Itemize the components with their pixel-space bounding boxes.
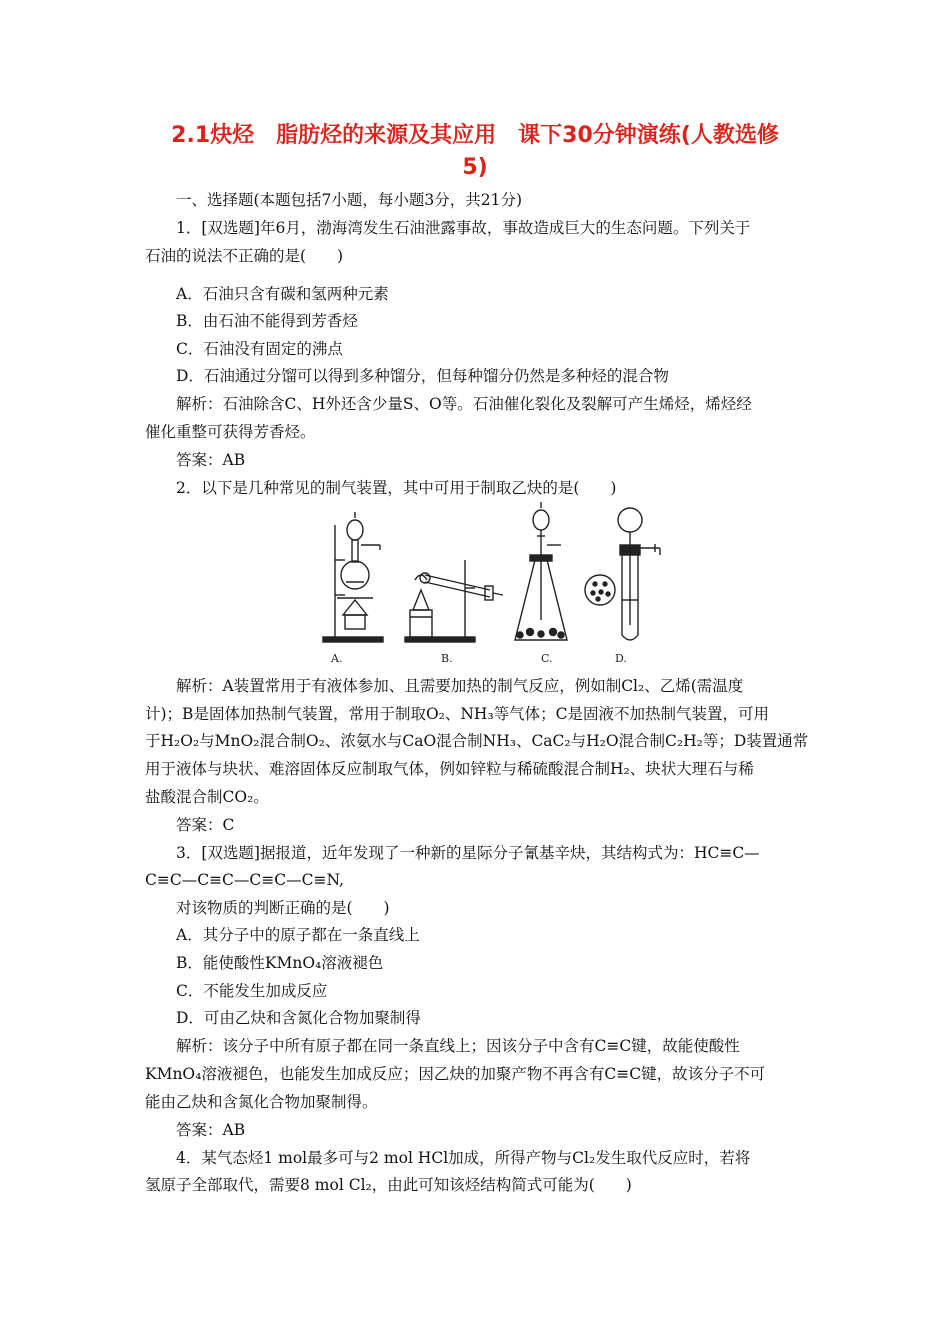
label-a: A. bbox=[331, 652, 343, 665]
apparatus-a-drawing bbox=[323, 512, 383, 642]
doc-title-line2: 5) bbox=[462, 155, 488, 180]
q3-stem-line1: 3．[双选题]据报道，近年发现了一种新的星际分子氰基辛炔，其结构式为：HC≡C— bbox=[176, 844, 760, 862]
q1-answer: 答案：AB bbox=[176, 451, 246, 469]
q3-option-d: D．可由乙炔和含氮化合物加聚制得 bbox=[176, 1009, 421, 1027]
q1-stem-line2: 石油的说法不正确的是( ) bbox=[145, 247, 344, 265]
q1-option-c: C．石油没有固定的沸点 bbox=[176, 340, 343, 358]
q2-analysis-line2: 计)；B是固体加热制气装置，常用于制取O₂、NH₃等气体；C是固液不加热制气装置，可用 bbox=[145, 705, 770, 723]
q3-analysis-line3: 能由乙炔和含氮化合物加聚制得。 bbox=[145, 1093, 378, 1111]
q2-analysis-line1: 解析：A装置常用于有液体参加、且需要加热的制气反应，例如制Cl₂、乙烯(需温度 bbox=[176, 677, 744, 695]
apparatus-figure bbox=[315, 500, 695, 670]
q3-analysis-line1: 解析：该分子中所有原子都在同一条直线上；因该分子中含有C≡C键，故能使酸性 bbox=[176, 1037, 740, 1055]
label-b: B. bbox=[441, 652, 453, 665]
apparatus-d-drawing bbox=[585, 508, 660, 640]
apparatus-c-drawing bbox=[515, 502, 567, 640]
q1-analysis-line1: 解析：石油除含C、H外还含少量S、O等。石油催化裂化及裂解可产生烯烃，烯烃经 bbox=[176, 395, 752, 413]
q2-analysis-line5: 盐酸混合制CO₂。 bbox=[145, 788, 269, 806]
q3-option-c: C．不能发生加成反应 bbox=[176, 982, 328, 1000]
section-heading: 一、选择题(本题包括7小题，每小题3分，共21分) bbox=[176, 191, 523, 209]
q4-stem-line1: 4．某气态烃1 mol最多可与2 mol HCl加成，所得产物与Cl₂发生取代反应时，若将 bbox=[176, 1149, 751, 1167]
label-d: D. bbox=[615, 652, 627, 665]
q1-option-b: B．由石油不能得到芳香烃 bbox=[176, 312, 358, 330]
doc-title-line1: 2.1炔烃 脂肪烃的来源及其应用 课下30分钟演练(人教选修 bbox=[171, 123, 779, 148]
q3-analysis-line2: KMnO₄溶液褪色，也能发生加成反应；因乙炔的加聚产物不再含有C≡C键，故该分子不可 bbox=[145, 1065, 766, 1083]
q4-stem-line2: 氢原子全部取代，需要8 mol Cl₂，由此可知该烃结构简式可能为( ) bbox=[145, 1176, 632, 1194]
q3-option-a: A．其分子中的原子都在一条直线上 bbox=[176, 926, 420, 944]
apparatus-b-drawing bbox=[405, 560, 503, 642]
q3-stem-line2: C≡C—C≡C—C≡C—C≡N, bbox=[145, 871, 344, 889]
q2-analysis-line4: 用于液体与块状、难溶固体反应制取气体，例如锌粒与稀硫酸混合制H₂、块状大理石与稀 bbox=[145, 760, 754, 778]
q2-answer: 答案：C bbox=[176, 816, 235, 834]
q3-answer: 答案：AB bbox=[176, 1121, 246, 1139]
q3-stem-line3: 对该物质的判断正确的是( ) bbox=[176, 899, 390, 917]
label-c: C. bbox=[541, 652, 553, 665]
q1-stem-line1: 1．[双选题]年6月，渤海湾发生石油泄露事故，事故造成巨大的生态问题。下列关于 bbox=[176, 219, 751, 237]
q1-option-a: A．石油只含有碳和氢两种元素 bbox=[176, 285, 389, 303]
q1-analysis-line2: 催化重整可获得芳香烃。 bbox=[145, 423, 316, 441]
q2-analysis-line3: 于H₂O₂与MnO₂混合制O₂、浓氨水与CaO混合制NH₃、CaC₂与H₂O混合制C₂H₂等；D装置通常 bbox=[145, 732, 809, 750]
q1-option-d: D．石油通过分馏可以得到多种馏分，但每种馏分仍然是多种烃的混合物 bbox=[176, 367, 669, 385]
q3-option-b: B．能使酸性KMnO₄溶液褪色 bbox=[176, 954, 384, 972]
q2-stem: 2．以下是几种常见的制气装置，其中可用于制取乙炔的是( ) bbox=[176, 479, 617, 497]
